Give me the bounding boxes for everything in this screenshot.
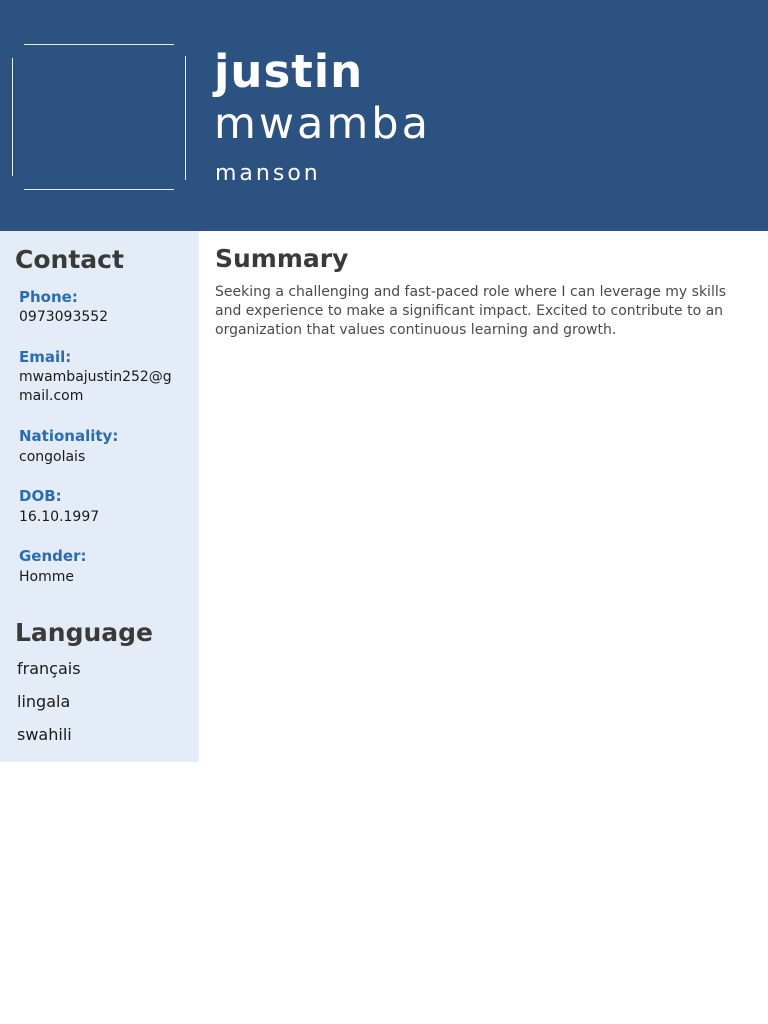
summary-text: Seeking a challenging and fast-paced role where I can leverage my skills and experience to make a significant impact. Excited to contribute to an organization that values continuous learning and growth. (215, 284, 727, 338)
last-name: mwamba (214, 99, 431, 149)
language-heading: Language (15, 618, 154, 647)
phone-label: Phone: (19, 288, 78, 306)
language-item-francais: français (17, 659, 81, 678)
frame-line-bottom (24, 189, 174, 190)
summary-heading: Summary (215, 244, 349, 273)
frame-line-right (185, 56, 186, 180)
photo-placeholder (12, 44, 186, 190)
frame-line-left (12, 58, 13, 176)
contact-heading: Contact (15, 245, 124, 274)
header-banner (0, 0, 768, 231)
nationality-label: Nationality: (19, 427, 119, 445)
gender-value: Homme (19, 569, 74, 585)
gender-label: Gender: (19, 547, 87, 565)
nationality-value: congolais (19, 449, 86, 465)
dob-label: DOB: (19, 487, 62, 505)
phone-value: 0973093552 (19, 309, 109, 325)
email-value: mwambajustin252@gmail.com (19, 369, 172, 404)
sidebar (0, 231, 199, 762)
middle-name: manson (215, 161, 321, 186)
dob-value: 16.10.1997 (19, 509, 100, 525)
email-label: Email: (19, 348, 72, 366)
language-item-swahili: swahili (17, 725, 72, 744)
language-item-lingala: lingala (17, 692, 71, 711)
frame-line-top (24, 44, 174, 45)
first-name: justin (214, 45, 364, 98)
